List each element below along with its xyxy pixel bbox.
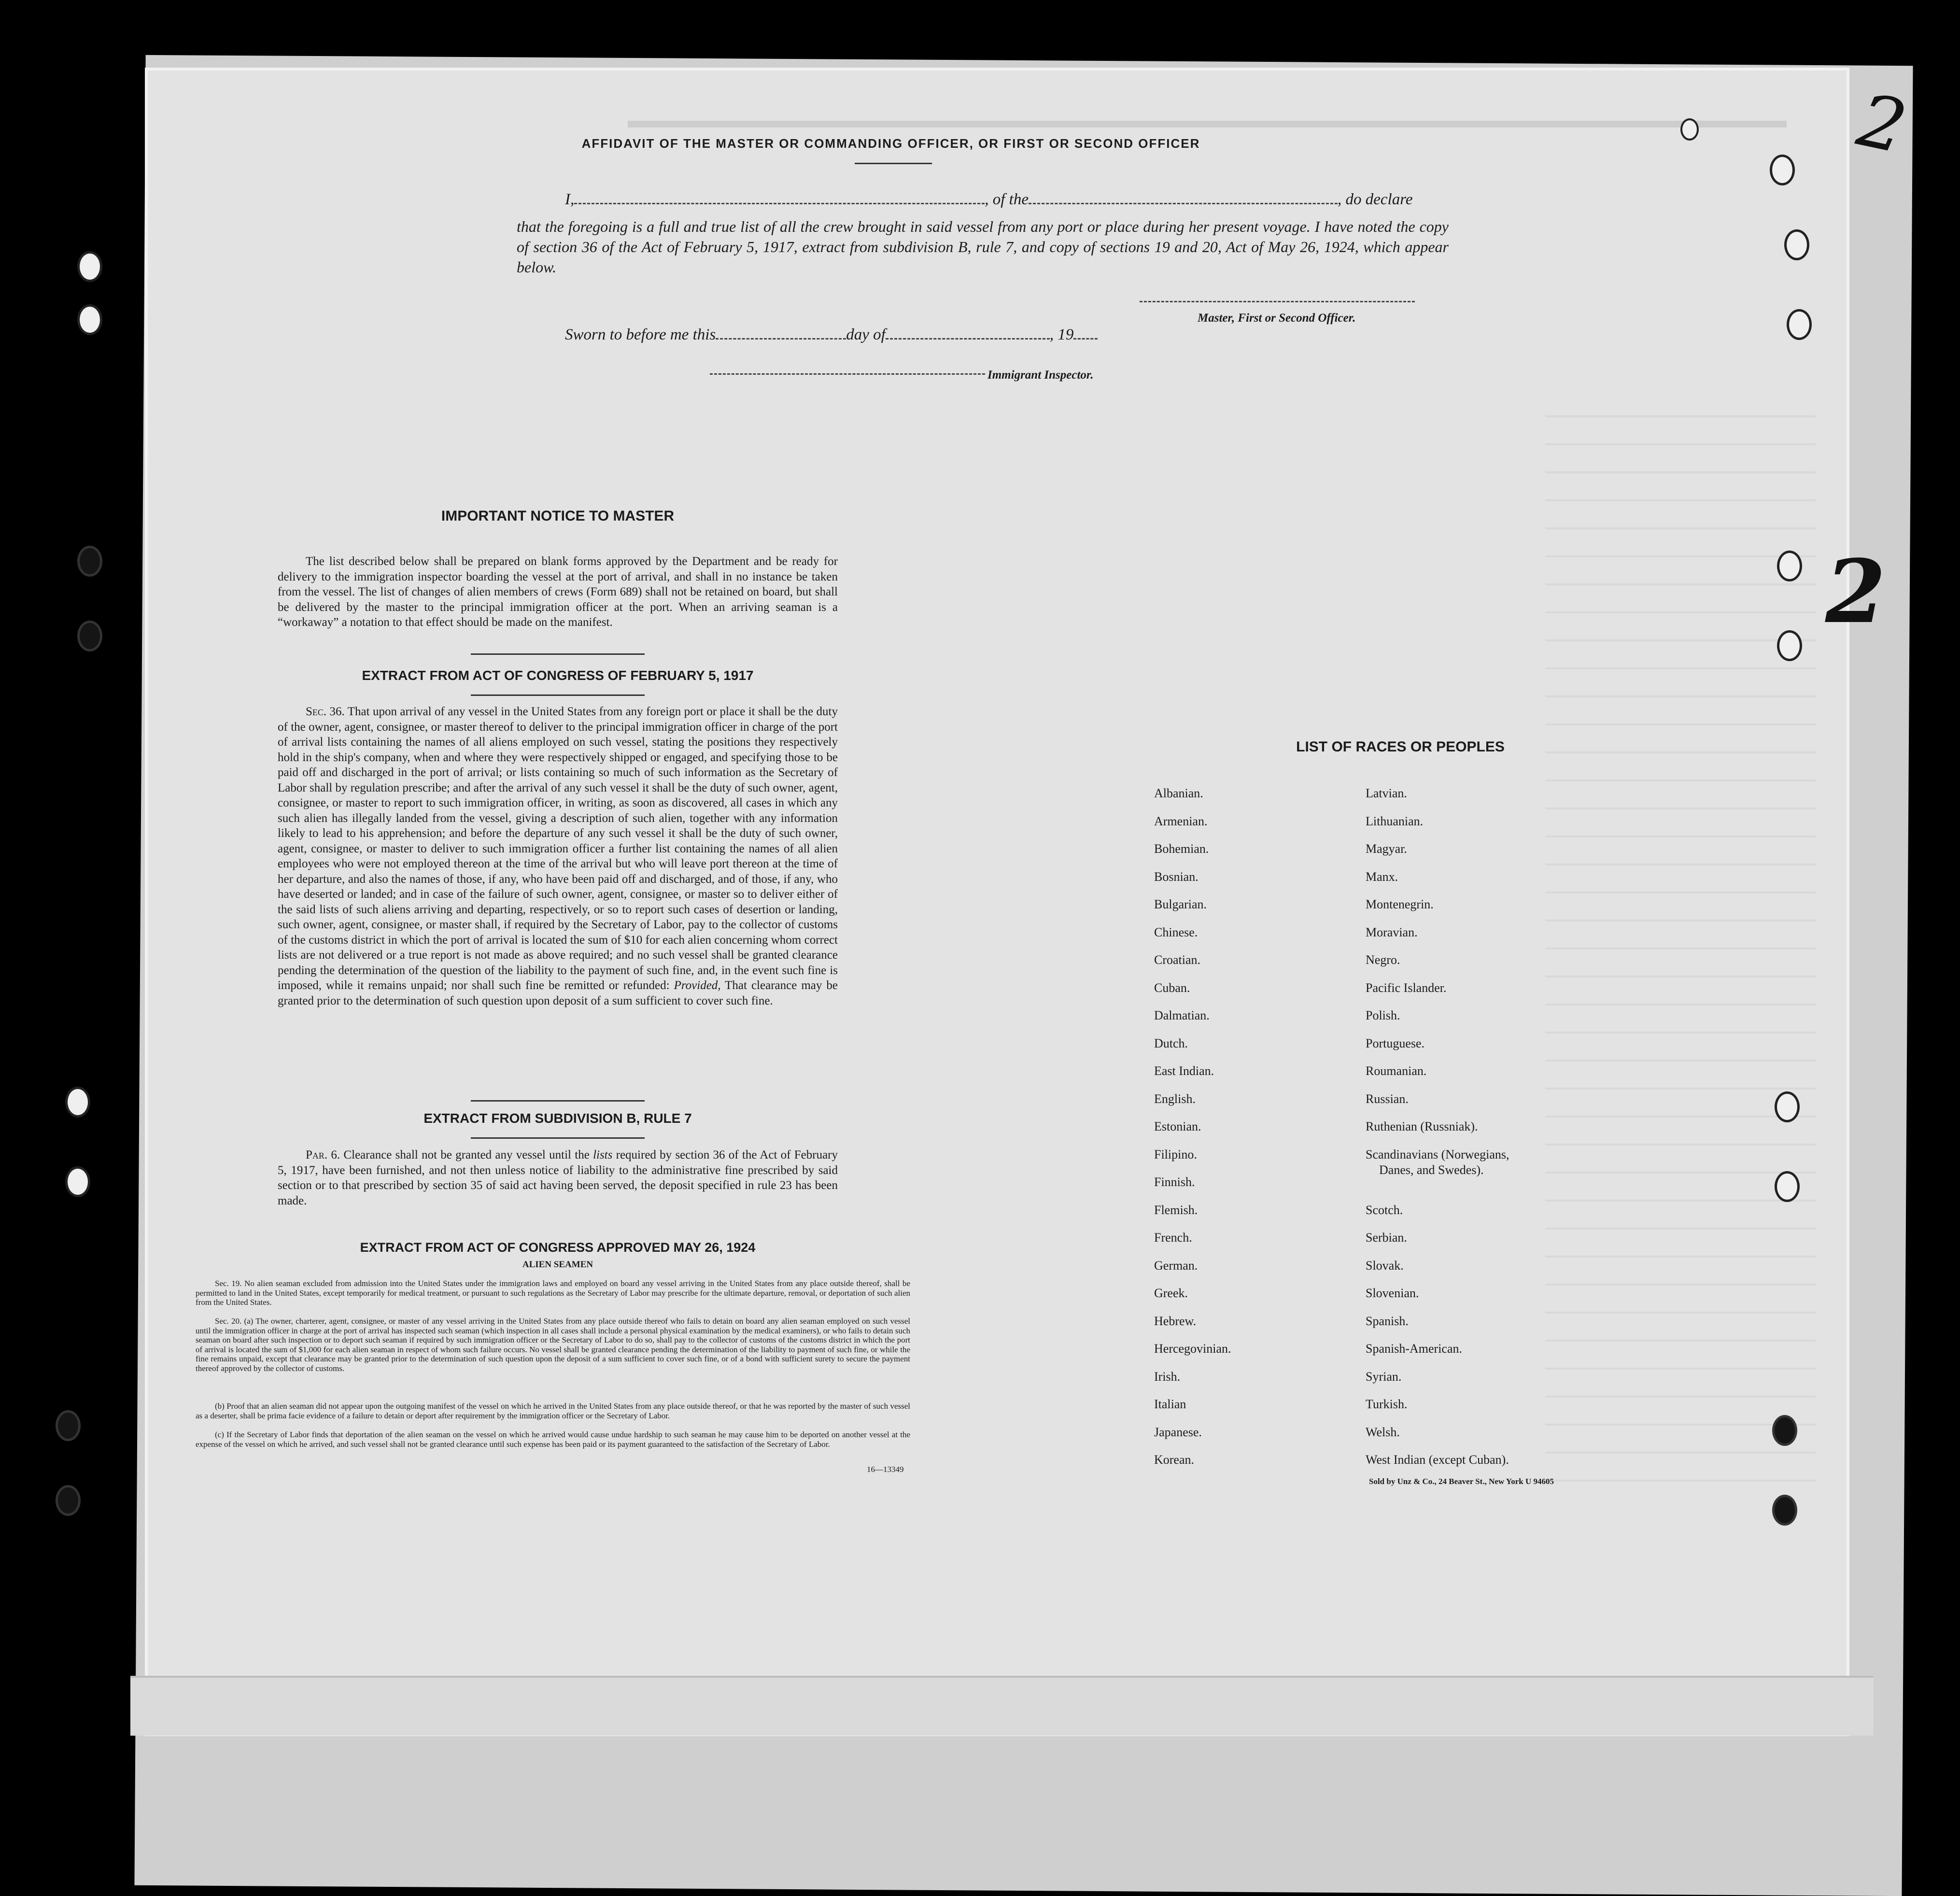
- binder-hole: [1772, 1495, 1797, 1526]
- race-item: Slovak.: [1366, 1258, 1404, 1273]
- race-item: Italian: [1154, 1397, 1186, 1411]
- race-item: German.: [1154, 1258, 1198, 1273]
- binder-hole: [1787, 309, 1812, 340]
- race-item: Bosnian.: [1154, 869, 1199, 884]
- race-item: Manx.: [1366, 869, 1398, 884]
- binder-hole: [56, 1410, 81, 1441]
- year-label: , 19: [1049, 326, 1074, 343]
- printer-imprint: Sold by Unz & Co., 24 Beaver St., New York U 94605: [1369, 1477, 1554, 1486]
- rule-7-heading: EXTRACT FROM SUBDIVISION B, RULE 7: [423, 1111, 692, 1126]
- binder-hole: [1772, 1415, 1797, 1446]
- page-stack-edge: [130, 1676, 1874, 1736]
- race-item: Chinese.: [1154, 925, 1198, 939]
- race-item: Korean.: [1154, 1453, 1195, 1467]
- divider: [855, 163, 932, 164]
- race-item: Cuban.: [1154, 980, 1190, 995]
- sworn-month-field[interactable]: [886, 327, 1050, 340]
- do-declare-label: , do declare: [1337, 191, 1413, 208]
- race-item: Filipino.: [1154, 1147, 1197, 1161]
- race-item: Bulgarian.: [1154, 897, 1207, 911]
- sworn-label: Sworn to before me this: [565, 326, 716, 343]
- divider: [471, 694, 645, 696]
- race-item: Finnish.: [1154, 1175, 1195, 1189]
- race-item: Irish.: [1154, 1369, 1181, 1384]
- race-item: Latvian.: [1366, 786, 1407, 800]
- section-20c-text: (c) If the Secretary of Labor finds that deportation of the alien seaman on the vessel on which he arrived would cause undue hardship to such seaman he may cause him to be deported on another vessel at the expense of the vessel on which he arrived, and such vessel shall not be granted clearance until such expense has been paid or its payment guaranteed to the satisfaction of the Secretary of Labor.: [196, 1430, 910, 1449]
- of-the-label: , of the: [985, 191, 1029, 208]
- race-item: Moravian.: [1366, 925, 1418, 939]
- handwritten-page-number: 2: [1850, 78, 1914, 170]
- race-item: Welsh.: [1366, 1425, 1400, 1439]
- race-item: Roumanian.: [1366, 1064, 1427, 1078]
- race-item: Magyar.: [1366, 842, 1407, 856]
- races-heading: LIST OF RACES OR PEOPLES: [1296, 739, 1505, 755]
- bleed-through-rows: [1545, 396, 1816, 1507]
- affidavit-declaration-line: [565, 191, 1412, 209]
- binder-hole: [65, 1166, 90, 1197]
- rule-7-text-b: required by section 36 of the Act of February 5, 1917, have been furnished, and not then unless notice of liability to the administrative fine prescribed by said section or to that prescribed by section 35 of said act having been served, the deposit specified in rule 23 has been made.: [278, 1148, 838, 1207]
- inspector-signature-label: Immigrant Inspector.: [987, 368, 1094, 382]
- rule-7-body: [278, 1147, 838, 1208]
- affidavit-body: that the foregoing is a full and true list of all the crew brought in said vessel from any port or place during her present voyage. I have noted the copy of section 36 of the Act of February 5, 1917, extract from subdivision B, rule 7, and copy of sections 19 and 20, Act of May 26, 1924, which appear below.: [517, 218, 1449, 276]
- race-item: Flemish.: [1154, 1203, 1198, 1217]
- race-item: Dutch.: [1154, 1036, 1188, 1050]
- binder-hole: [77, 251, 102, 282]
- race-item: Negro.: [1366, 953, 1400, 967]
- race-item: East Indian.: [1154, 1064, 1214, 1078]
- binder-hole: [1777, 551, 1802, 581]
- sworn-year-field[interactable]: [1073, 327, 1098, 340]
- section-36-text: That upon arrival of any vessel in the United States from any foreign port or place it shall be the duty of the owner, agent, consignee, or master thereof to deliver to the principal immigration officer in charge of the port of arrival lists containing the names of all aliens employed on such vessel, stating the positions they respectively hold in the ship's company, when and where they were respectively shipped or engaged, and specifying those to be paid off and discharged in the port of arrival; or lists containing so much of such information as the Secretary of Labor shall by regulation prescribe; and after the arrival of any such vessel it shall be the duty of such owner, agent, consignee, or master to report to such immigration officer, in writing, as soon as discovered, all cases in which any such alien has illegally landed from the vessel, giving a description of such alien, together with any information likely to lead to his apprehension; and before the departure of any such vessel it shall be the duty of such owner, agent, consignee, or master to deliver to such immigration officer a further list containing the names of all alien employees who were not employed thereon at the time of the arrival but who will leave port thereon at the time of her departure, and also the names of those, if any, who have been paid off and discharged, and of those, if any, who have deserted or landed; and in case of the failure of such owner, agent, consignee, or master so to deliver either of the said lists of such aliens arriving and departing, respectively, or so to report such cases of desertion or landing, such owner, agent, consignee, or master shall, if required by the Secretary of Labor, pay to the collector of customs of the customs district in which the port of arrival is located the sum of $10 for each alien concerning whom correct lists are not delivered or a true report is not made as above required; and no such vessel shall be granted clearance pending the determination of the question of the liability to the payment of such fine, and, in the event such fine is imposed, while it remains unpaid; nor shall such fine be remitted or refunded:: [278, 705, 838, 992]
- lists-term: lists: [593, 1148, 613, 1161]
- binder-hole: [1775, 1091, 1800, 1122]
- race-item: Hebrew.: [1154, 1314, 1197, 1328]
- binder-hole: [1784, 229, 1809, 260]
- race-item: Albanian.: [1154, 786, 1203, 800]
- section-19-text: Sec. 19. No alien seaman excluded from admission into the United States under the immigration laws and employed on board any vessel arriving in the United States from any place outside thereof, shall be permitted to land in the United States, except temporarily for medical treatment, or pursuant to such regulations as the Secretary of Labor may prescribe for the ultimate departure, removal, or deportation of such alien from the United States.: [196, 1279, 910, 1307]
- race-item: Danes, and Swedes).: [1379, 1162, 1484, 1177]
- race-item: Montenegrin.: [1366, 897, 1434, 911]
- section-20a-text: Sec. 20. (a) The owner, charterer, agent, consignee, or master of any vessel arriving in the United States from any place outside thereof who fails to detain on board any alien seaman employed on such vessel until the immigration officer in charge at the port of arrival has inspected such seaman (which inspection in all cases shall include a personal physical examination by the medical examiners), or who fails to detain such seaman on board after such inspection or to deport such seaman if required by such immigration officer or the Secretary of Labor to do so, shall pay to the collector of customs of the customs district in which the port of arrival is located the sum of $1,000 for each alien seaman in respect of whom such failure occurs. No vessel shall be granted clearance pending the determination of the liability to payment of such fine, or while the fine remains unpaid, except that clearance may be granted prior to the determination of such question upon the deposit of a sum sufficient to cover such fine, or of a bond with sufficient surety to secure the payment thereof approved by the collector of customs.: [196, 1316, 910, 1373]
- race-item: Serbian.: [1366, 1231, 1407, 1245]
- day-of-label: day of: [846, 326, 886, 343]
- sworn-line: [565, 326, 1098, 344]
- provided-term: Provided,: [674, 979, 721, 992]
- sworn-day-field[interactable]: [716, 327, 846, 340]
- binder-hole: [1777, 630, 1802, 661]
- form-number: 16—13349: [867, 1465, 904, 1474]
- master-signature-label: Master, First or Second Officer.: [1198, 311, 1356, 325]
- binder-hole: [77, 621, 102, 651]
- binder-hole: [65, 1087, 90, 1118]
- race-item: Armenian.: [1154, 814, 1208, 828]
- race-item: English.: [1154, 1091, 1196, 1106]
- race-item: West Indian (except Cuban).: [1366, 1453, 1509, 1467]
- race-item: Slovenian.: [1366, 1286, 1419, 1300]
- race-item: Scandinavians (Norwegians,: [1366, 1147, 1509, 1161]
- section-20b-text: (b) Proof that an alien seaman did not appear upon the outgoing manifest of the vessel on which he arrived in the United States from any place outside thereof, or that he was reported by the master of such vessel as a deserter, shall be prima facie evidence of a failure to detain or deport after requirement by the immigration officer or the Secretary of Labor.: [196, 1401, 910, 1420]
- race-item: Spanish-American.: [1366, 1342, 1463, 1356]
- race-item: Spanish.: [1366, 1314, 1409, 1328]
- race-item: Turkish.: [1366, 1397, 1408, 1411]
- races-right-column: [1366, 786, 1509, 1481]
- notice-body: The list described below shall be prepared on blank forms approved by the Department and be ready for delivery to the immigration inspector boarding the vessel at the port of arrival, and shall in no instance be taken from the vessel. The list of changes of alien members of crews (Form 689) shall not be retained on board, but shall be delivered by the master to the principal immigration officer at the port. When an arriving seaman is a “workaway” a notation to that effect should be made on the manifest.: [278, 555, 838, 629]
- alien-seamen-subheading: ALIEN SEAMEN: [522, 1259, 593, 1270]
- declarant-prefix: I,: [565, 191, 575, 208]
- binder-hole: [1680, 118, 1699, 141]
- extract-1917-body: [278, 704, 838, 1008]
- race-item: Greek.: [1154, 1286, 1188, 1300]
- binder-hole: [1770, 155, 1795, 185]
- race-item: Croatian.: [1154, 953, 1201, 967]
- binder-hole: [77, 546, 102, 577]
- race-item: French.: [1154, 1231, 1192, 1245]
- declarant-name-field[interactable]: [574, 192, 985, 204]
- race-item: Hercegovinian.: [1154, 1342, 1231, 1356]
- race-item: Japanese.: [1154, 1425, 1202, 1439]
- races-left-column: [1154, 786, 1231, 1481]
- race-item: Portuguese.: [1366, 1036, 1425, 1050]
- rule-7-text-a: Clearance shall not be granted any vessel until the: [343, 1148, 593, 1161]
- race-item: Bohemian.: [1154, 842, 1209, 856]
- master-signature-field[interactable]: [1140, 297, 1415, 302]
- section-36-label: Sec. 36.: [306, 705, 345, 718]
- race-item: Scotch.: [1366, 1203, 1403, 1217]
- race-item: Russian.: [1366, 1091, 1409, 1106]
- race-item: Ruthenian (Russniak).: [1366, 1119, 1478, 1133]
- divider: [471, 653, 645, 655]
- binder-hole: [1775, 1171, 1800, 1202]
- binder-hole: [56, 1485, 81, 1516]
- section-36-text-end: That clearance may be granted prior to the determination of such question upon deposit of a sum sufficient to cover such fine.: [278, 979, 838, 1007]
- extract-1917-heading: EXTRACT FROM ACT OF CONGRESS OF FEBRUARY 5, 1917: [362, 668, 754, 683]
- divider: [471, 1100, 645, 1102]
- divider: [471, 1137, 645, 1139]
- race-item: Syrian.: [1366, 1369, 1402, 1384]
- vessel-name-field[interactable]: [1029, 192, 1338, 204]
- race-item: Polish.: [1366, 1008, 1400, 1022]
- handwritten-margin-number: 2: [1825, 541, 1886, 643]
- paragraph-6-label: Par. 6.: [306, 1148, 340, 1161]
- race-item: Estonian.: [1154, 1119, 1201, 1133]
- affidavit-title: AFFIDAVIT OF THE MASTER OR COMMANDING OFFICER, OR FIRST OR SECOND OFFICER: [581, 136, 1200, 151]
- notice-heading: IMPORTANT NOTICE TO MASTER: [441, 508, 675, 524]
- binder-hole: [77, 304, 102, 335]
- extract-1924-heading: EXTRACT FROM ACT OF CONGRESS APPROVED MAY 26, 1924: [360, 1240, 756, 1255]
- inspector-signature-field[interactable]: [710, 369, 985, 375]
- race-item: Pacific Islander.: [1366, 980, 1447, 995]
- race-item: Lithuanian.: [1366, 814, 1424, 828]
- race-item: Dalmatian.: [1154, 1008, 1210, 1022]
